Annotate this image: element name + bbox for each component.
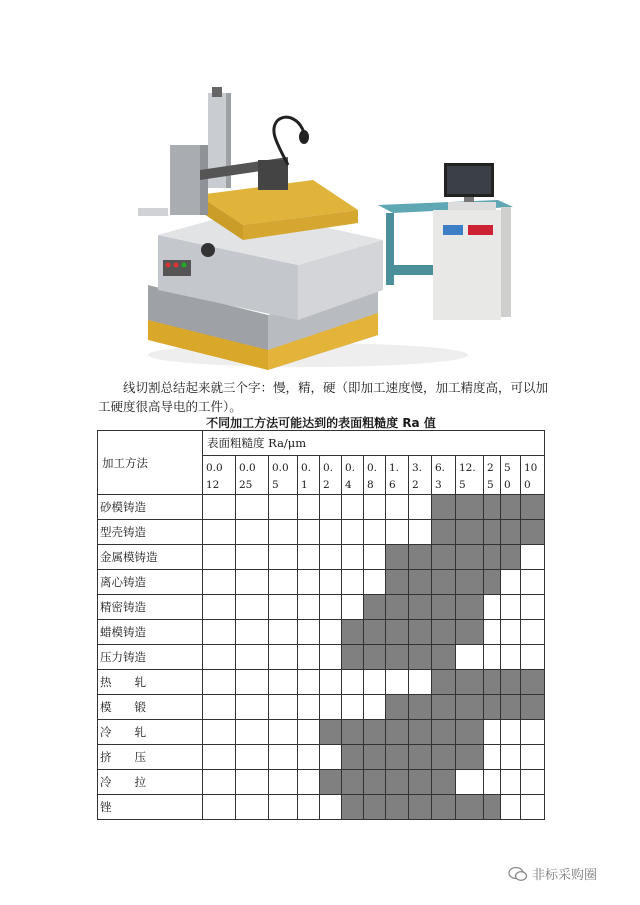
range-cell [501,595,521,620]
range-cell [342,645,364,670]
watermark-text: 非标采购圈 [532,868,598,883]
wechat-icon [508,866,528,882]
range-cell [484,720,501,745]
ra-value-header [298,456,320,495]
range-cell [342,695,364,720]
range-cell [484,595,501,620]
ra-value-header [501,456,521,495]
range-cell [236,545,269,570]
range-cell [236,745,269,770]
range-cell [298,745,320,770]
ra-value-bottom: 1 [301,479,308,491]
table-row [98,620,545,645]
ra-value-top: 2 [487,462,494,474]
range-cell [236,720,269,745]
range-cell [484,620,501,645]
range-cell [501,670,521,695]
ra-value-top: 0. [345,462,356,474]
range-cell [364,695,386,720]
range-cell [386,795,409,820]
table-caption: 不同加工方法可能达到的表面粗糙度 Ra 值 [206,416,436,430]
range-cell [409,795,432,820]
method-cell: 热 轧 [98,670,203,695]
range-cell [342,670,364,695]
ra-value-header [269,456,298,495]
range-cell [432,795,456,820]
method-cell: 冷 轧 [98,720,203,745]
ra-value-top: 5 [504,462,511,474]
watermark [508,864,597,883]
range-cell [501,795,521,820]
method-cell: 砂模铸造 [98,495,203,520]
range-cell [364,645,386,670]
ra-value-top: 6. [435,462,446,474]
range-cell [456,595,484,620]
range-cell [342,520,364,545]
method-cell: 离心铸造 [98,570,203,595]
range-cell [203,720,236,745]
ra-value-bottom: 0 [524,479,531,491]
range-cell [298,595,320,620]
ra-value-header [203,456,236,495]
range-cell [456,720,484,745]
ra-value-header [386,456,409,495]
range-cell [501,570,521,595]
range-cell [236,645,269,670]
range-cell [364,795,386,820]
range-cell [386,720,409,745]
ra-value-bottom: 2 [323,479,330,491]
range-cell [236,670,269,695]
range-cell [432,520,456,545]
range-cell [521,545,545,570]
range-cell [269,545,298,570]
range-cell [298,770,320,795]
range-cell [269,770,298,795]
range-cell [342,570,364,595]
ra-value-header [456,456,484,495]
range-cell [320,670,342,695]
ra-value-bottom: 12 [206,479,220,491]
table-row [98,495,545,520]
method-cell: 冷 拉 [98,770,203,795]
table-row [98,595,545,620]
range-cell [456,645,484,670]
range-cell [386,545,409,570]
range-cell [342,720,364,745]
ra-value-bottom: 2 [412,479,419,491]
method-cell: 挤 压 [98,745,203,770]
ra-value-bottom: 3 [435,479,442,491]
range-cell [432,645,456,670]
range-cell [269,695,298,720]
range-cell [236,795,269,820]
method-header: 加工方法 [98,431,203,495]
ra-value-header [432,456,456,495]
range-cell [298,495,320,520]
range-cell [432,720,456,745]
range-cell [320,795,342,820]
ra-value-bottom: 5 [487,479,494,491]
range-cell [269,645,298,670]
range-cell [484,745,501,770]
range-cell [484,645,501,670]
range-cell [432,595,456,620]
range-cell [364,620,386,645]
table-row [98,670,545,695]
range-cell [298,520,320,545]
table-row [98,545,545,570]
range-cell [320,720,342,745]
range-cell [236,770,269,795]
range-cell [386,645,409,670]
range-cell [521,720,545,745]
ra-value-top: 0. [301,462,312,474]
range-cell [298,795,320,820]
range-cell [456,620,484,645]
machine-photo [128,85,518,375]
method-cell: 精密铸造 [98,595,203,620]
range-cell [203,745,236,770]
table-row [98,645,545,670]
range-cell [501,695,521,720]
range-cell [409,670,432,695]
ra-value-header [409,456,432,495]
range-cell [409,720,432,745]
range-cell [269,620,298,645]
range-cell [342,620,364,645]
range-cell [364,720,386,745]
range-cell [203,645,236,670]
range-cell [342,795,364,820]
range-cell [484,545,501,570]
ra-value-top: 0. [367,462,378,474]
range-cell [456,570,484,595]
range-cell [501,745,521,770]
ra-value-top: 0.0 [272,462,289,474]
ra-value-top: 12. [459,462,476,474]
ra-value-bottom: 0 [504,479,511,491]
range-cell [456,670,484,695]
range-cell [432,770,456,795]
range-cell [320,620,342,645]
range-cell [364,745,386,770]
range-cell [501,620,521,645]
range-cell [320,770,342,795]
range-cell [386,745,409,770]
range-cell [432,545,456,570]
range-cell [364,570,386,595]
method-cell: 金属模铸造 [98,545,203,570]
range-cell [298,545,320,570]
range-cell [409,570,432,595]
ra-value-header [236,456,269,495]
range-cell [364,495,386,520]
range-cell [269,720,298,745]
range-cell [364,545,386,570]
roughness-table [97,430,545,820]
range-cell [236,695,269,720]
method-cell: 型壳铸造 [98,520,203,545]
range-cell [386,495,409,520]
range-cell [521,520,545,545]
range-cell [320,545,342,570]
range-cell [269,745,298,770]
table-row [98,570,545,595]
ra-value-top: 10 [524,462,538,474]
range-cell [521,495,545,520]
range-cell [320,520,342,545]
table-row [98,770,545,795]
range-cell [484,670,501,695]
range-cell [203,545,236,570]
range-cell [432,695,456,720]
range-cell [409,520,432,545]
table-row [98,520,545,545]
range-cell [203,570,236,595]
range-cell [521,620,545,645]
ra-value-top: 0.0 [239,462,256,474]
range-cell [269,570,298,595]
range-cell [364,595,386,620]
range-cell [386,570,409,595]
range-cell [364,770,386,795]
range-cell [456,745,484,770]
range-cell [236,495,269,520]
range-cell [409,495,432,520]
range-cell [409,770,432,795]
range-cell [364,520,386,545]
range-cell [298,670,320,695]
range-cell [501,770,521,795]
method-cell: 压力铸造 [98,645,203,670]
range-cell [501,520,521,545]
range-cell [521,695,545,720]
range-cell [409,695,432,720]
method-cell: 模 锻 [98,695,203,720]
range-cell [432,745,456,770]
range-cell [432,570,456,595]
range-cell [409,620,432,645]
method-cell: 锉 [98,795,203,820]
range-cell [298,570,320,595]
ra-value-bottom: 5 [272,479,279,491]
range-cell [342,545,364,570]
range-cell [501,545,521,570]
range-cell [456,520,484,545]
range-cell [320,495,342,520]
range-cell [409,595,432,620]
range-cell [269,495,298,520]
range-cell [484,695,501,720]
ra-value-bottom: 4 [345,479,352,491]
range-cell [521,595,545,620]
table-row [98,745,545,770]
table-row [98,795,545,820]
range-cell [432,670,456,695]
range-cell [484,570,501,595]
intro-paragraph: 线切割总结起来就三个字：慢，精，硬（即加工速度慢，加工精度高，可以加工硬度很高导电的工件）。 [98,380,549,414]
range-cell [203,520,236,545]
range-cell [236,570,269,595]
range-cell [456,770,484,795]
range-cell [521,745,545,770]
range-cell [342,595,364,620]
range-cell [501,495,521,520]
range-cell [456,545,484,570]
range-cell [521,670,545,695]
range-cell [521,645,545,670]
range-cell [342,745,364,770]
range-cell [432,620,456,645]
ra-value-header [342,456,364,495]
range-cell [342,770,364,795]
ra-value-header [364,456,386,495]
ra-value-header [320,456,342,495]
range-cell [521,770,545,795]
range-cell [236,520,269,545]
range-cell [236,620,269,645]
ra-value-bottom: 5 [459,479,466,491]
range-cell [320,645,342,670]
range-cell [203,795,236,820]
range-cell [269,520,298,545]
ra-value-top: 1. [389,462,400,474]
range-cell [456,495,484,520]
table-row [98,695,545,720]
range-cell [484,495,501,520]
range-cell [298,695,320,720]
ra-value-top: 0.0 [206,462,223,474]
range-cell [342,495,364,520]
range-cell [236,595,269,620]
range-cell [203,595,236,620]
ra-value-top: 0. [323,462,334,474]
range-cell [484,795,501,820]
range-cell [269,595,298,620]
ra-value-top: 3. [412,462,423,474]
range-cell [203,670,236,695]
ra-value-bottom: 8 [367,479,374,491]
range-cell [298,645,320,670]
range-cell [456,795,484,820]
range-cell [521,570,545,595]
range-cell [269,795,298,820]
range-cell [298,620,320,645]
range-cell [298,720,320,745]
range-cell [320,570,342,595]
range-cell [320,595,342,620]
range-cell [501,720,521,745]
range-cell [203,620,236,645]
ra-value-bottom: 25 [239,479,253,491]
range-cell [456,695,484,720]
range-cell [501,645,521,670]
range-cell [203,770,236,795]
table-row [98,720,545,745]
range-cell [386,620,409,645]
range-cell [484,520,501,545]
range-cell [203,495,236,520]
range-cell [409,745,432,770]
ra-value-bottom: 6 [389,479,396,491]
range-cell [364,670,386,695]
range-cell [386,520,409,545]
range-cell [320,745,342,770]
range-cell [432,495,456,520]
range-cell [203,695,236,720]
range-cell [386,670,409,695]
range-cell [320,695,342,720]
range-cell [409,645,432,670]
ra-value-header [484,456,501,495]
range-cell [386,770,409,795]
method-cell: 蜡模铸造 [98,620,203,645]
range-cell [386,595,409,620]
range-cell [269,670,298,695]
range-cell [386,695,409,720]
ra-header: 表面粗糙度 Ra/μm [203,431,545,456]
range-cell [409,545,432,570]
range-cell [484,770,501,795]
ra-value-header [521,456,545,495]
range-cell [521,795,545,820]
